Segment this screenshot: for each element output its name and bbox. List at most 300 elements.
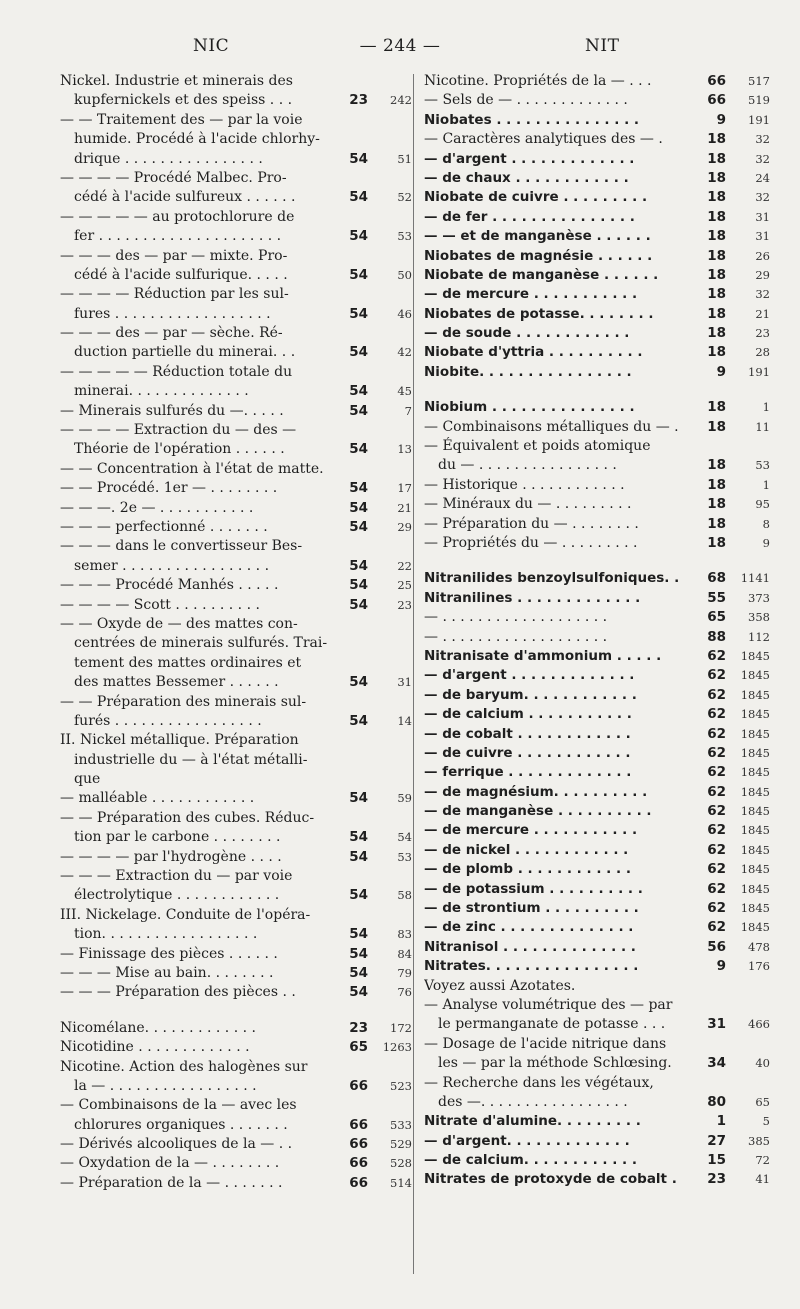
index-entry	[424, 515, 770, 534]
index-entry	[424, 324, 770, 343]
entry-text: — malléable . . . . . . . . . . . .	[60, 790, 255, 807]
volume-number: 18	[707, 457, 726, 474]
index-entry	[60, 945, 412, 964]
volume-number: 54	[349, 577, 368, 594]
index-entry	[60, 1135, 412, 1154]
index-entry	[60, 809, 412, 848]
page-reference: 41	[755, 1172, 770, 1187]
entry-text: cédé à l'acide sulfurique. . . . .	[74, 266, 288, 283]
page-reference: 31	[397, 675, 412, 690]
page-reference: 13	[397, 442, 412, 457]
index-entry	[424, 899, 770, 918]
volume-number: 54	[349, 344, 368, 361]
index-entry	[424, 72, 770, 91]
volume-number: 66	[349, 1174, 368, 1191]
entry-text: — ferrique . . . . . . . . . . . . .	[424, 764, 632, 781]
index-entry	[424, 150, 770, 169]
volume-number: 23	[349, 92, 368, 109]
entry-text: fer . . . . . . . . . . . . . . . . . . . . .	[74, 228, 282, 245]
index-entry	[60, 208, 412, 247]
volume-number: 18	[707, 266, 726, 283]
volume-number: 62	[707, 706, 726, 723]
entry-text: — Finissage des pièces . . . . . .	[60, 945, 278, 962]
entry-text: — de chaux . . . . . . . . . . . .	[424, 169, 629, 186]
volume-number: 54	[349, 596, 368, 613]
entry-text: fures . . . . . . . . . . . . . . . . . .	[74, 305, 271, 322]
entry-text: Nitrates de protoxyde de cobalt .	[424, 1171, 677, 1188]
entry-text: semer . . . . . . . . . . . . . . . . .	[74, 557, 270, 574]
volume-number: 54	[349, 499, 368, 516]
volume-number: 62	[707, 725, 726, 742]
index-entry	[60, 499, 412, 518]
entry-text: le permanganate de potasse . . .	[438, 1016, 666, 1033]
volume-number: 54	[349, 189, 368, 206]
entry-text: Niobium . . . . . . . . . . . . . . .	[424, 399, 635, 416]
index-entry	[60, 285, 412, 324]
page-reference: 53	[397, 849, 412, 864]
volume-number: 18	[707, 399, 726, 416]
page-reference: 1845	[740, 920, 770, 935]
header-left-guide-word: NIC	[193, 36, 230, 56]
page-reference: 95	[755, 497, 770, 512]
page-reference: 76	[397, 985, 412, 1000]
entry-text: II. Nickel métallique. Préparation	[60, 732, 299, 749]
page-reference: 1845	[740, 784, 770, 799]
entry-text: — — — — Réduction par les sul-	[60, 286, 289, 303]
index-entry	[424, 860, 770, 879]
page-reference: 1845	[740, 881, 770, 896]
volume-number: 54	[349, 228, 368, 245]
volume-number: 54	[349, 712, 368, 729]
entry-text: — . . . . . . . . . . . . . . . . . . .	[424, 609, 608, 626]
entry-text: — — — perfectionné . . . . . . .	[60, 518, 268, 535]
page-reference: 7	[404, 403, 412, 418]
index-entry	[60, 615, 412, 693]
entry-text: duction partielle du minerai. . .	[74, 344, 296, 361]
page-reference: 52	[397, 190, 412, 205]
index-entry	[424, 996, 770, 1035]
entry-text: — de calcium . . . . . . . . . . .	[424, 706, 632, 723]
index-entry	[424, 1170, 770, 1189]
page-reference: 9	[762, 535, 770, 550]
index-entry	[424, 589, 770, 608]
volume-number: 18	[707, 496, 726, 513]
page-reference: 1141	[740, 571, 770, 586]
index-entry	[424, 553, 770, 569]
index-entry	[60, 1038, 412, 1057]
volume-number: 18	[707, 534, 726, 551]
volume-number: 54	[349, 984, 368, 1001]
volume-number: 18	[707, 247, 726, 264]
entry-text: — Sels de — . . . . . . . . . . . . .	[424, 92, 628, 109]
index-entry	[424, 495, 770, 514]
page-reference: 25	[397, 578, 412, 593]
index-entry	[60, 1019, 412, 1038]
page-reference: 84	[397, 946, 412, 961]
volume-number: 18	[707, 150, 726, 167]
entry-text: — Combinaisons métalliques du — .	[424, 418, 679, 435]
index-entry	[424, 957, 770, 976]
volume-number: 54	[349, 964, 368, 981]
entry-text: — d'argent . . . . . . . . . . . . .	[424, 150, 635, 167]
entry-text: électrolytique . . . . . . . . . . . .	[74, 887, 280, 904]
volume-number: 62	[707, 647, 726, 664]
page-reference: 242	[390, 93, 412, 108]
page-reference: 529	[390, 1137, 412, 1152]
index-entry	[60, 983, 412, 1002]
entry-text: industrielle du — à l'état métalli-	[74, 751, 308, 768]
entry-text: — — — — Extraction du — des —	[60, 422, 297, 439]
index-entry	[424, 783, 770, 802]
page-reference: 31	[755, 229, 770, 244]
volume-number: 54	[349, 305, 368, 322]
volume-number: 54	[349, 790, 368, 807]
page-reference: 42	[397, 345, 412, 360]
index-entry	[424, 821, 770, 840]
volume-number: 18	[707, 131, 726, 148]
page-reference: 32	[755, 287, 770, 302]
entry-text: — — — dans le convertisseur Bes-	[60, 538, 303, 555]
page-reference: 1	[762, 477, 770, 492]
volume-number: 66	[349, 1155, 368, 1172]
entry-text: minerai. . . . . . . . . . . . . .	[74, 383, 249, 400]
index-entry	[424, 841, 770, 860]
index-entry	[424, 647, 770, 666]
page-reference: 32	[755, 190, 770, 205]
page-reference: 172	[390, 1020, 412, 1035]
entry-text: Nicomélane. . . . . . . . . . . . .	[60, 1019, 256, 1036]
index-entry	[60, 1096, 412, 1135]
entry-text: — de magnésium. . . . . . . . . .	[424, 783, 648, 800]
volume-number: 62	[707, 764, 726, 781]
entry-text: — Caractères analytiques des — .	[424, 131, 663, 148]
page-reference: 514	[390, 1175, 412, 1190]
volume-number: 54	[349, 150, 368, 167]
entry-text: — — Oxyde de — des mattes con-	[60, 615, 298, 632]
entry-text: tion par le carbone . . . . . . . .	[74, 829, 281, 846]
index-entry	[60, 1058, 412, 1097]
page-reference: 523	[390, 1078, 412, 1093]
page-reference: 83	[397, 927, 412, 942]
index-entry	[60, 169, 412, 208]
page-reference: 191	[748, 364, 770, 379]
column-divider	[413, 74, 414, 1274]
index-entry	[60, 537, 412, 576]
page-reference: 1845	[740, 765, 770, 780]
page-reference: 11	[755, 419, 770, 434]
page-reference: 1845	[740, 687, 770, 702]
index-entry	[60, 402, 412, 421]
volume-number: 9	[716, 111, 726, 128]
entry-text: Niobate de cuivre . . . . . . . . .	[424, 189, 648, 206]
volume-number: 66	[707, 73, 726, 89]
page-reference: 1845	[740, 707, 770, 722]
page-reference: 8	[762, 516, 770, 531]
entry-text: des mattes Bessemer . . . . . .	[74, 674, 279, 691]
entry-text: drique . . . . . . . . . . . . . . . .	[74, 150, 263, 167]
volume-number: 54	[349, 441, 368, 458]
entry-text: Voyez aussi Azotates.	[424, 977, 576, 994]
volume-number: 66	[349, 1077, 368, 1094]
entry-text: cédé à l'acide sulfureux . . . . . .	[74, 189, 296, 206]
entry-text: Nitrates. . . . . . . . . . . . . . . .	[424, 958, 639, 975]
entry-text: — d'argent. . . . . . . . . . . . .	[424, 1132, 630, 1149]
index-entry	[424, 686, 770, 705]
entry-text: centrées de minerais sulfurés. Trai-	[74, 635, 328, 652]
page-reference: 53	[755, 458, 770, 473]
index-entry	[424, 725, 770, 744]
index-entry	[60, 72, 412, 111]
entry-text: Nitranilides benzoylsulfoniques. .	[424, 570, 680, 587]
entry-text: — de zinc . . . . . . . . . . . . . .	[424, 919, 634, 936]
page-reference: 65	[755, 1094, 770, 1109]
page-reference: 17	[397, 481, 412, 496]
entry-text: — de soude . . . . . . . . . . . .	[424, 325, 630, 342]
index-entry	[424, 208, 770, 227]
entry-text: — de plomb . . . . . . . . . . . .	[424, 861, 631, 878]
entry-text: — de strontium . . . . . . . . . .	[424, 900, 639, 917]
index-entry	[60, 906, 412, 945]
page-reference: 1845	[740, 862, 770, 877]
volume-number: 18	[707, 169, 726, 186]
volume-number: 54	[349, 480, 368, 497]
entry-text: — — Concentration à l'état de matte.	[60, 460, 324, 477]
entry-text: — Combinaisons de la — avec les	[60, 1097, 297, 1114]
volume-number: 66	[349, 1116, 368, 1133]
entry-text: — Dosage de l'acide nitrique dans	[424, 1035, 667, 1052]
volume-number: 88	[707, 628, 726, 645]
index-entry	[60, 1174, 412, 1193]
entry-text: Nitranisol . . . . . . . . . . . . . .	[424, 938, 636, 955]
entry-text: Niobate de manganèse . . . . . .	[424, 266, 659, 283]
volume-number: 18	[707, 228, 726, 245]
volume-number: 62	[707, 919, 726, 936]
index-entry	[424, 1151, 770, 1170]
entry-text: — de cobalt . . . . . . . . . . . .	[424, 725, 631, 742]
index-entry	[60, 247, 412, 286]
page-reference: 1845	[740, 804, 770, 819]
page-reference: 1845	[740, 726, 770, 741]
entry-text: — Préparation du — . . . . . . . .	[424, 515, 639, 532]
entry-text: — Oxydation de la — . . . . . . . .	[60, 1155, 280, 1172]
volume-number: 56	[707, 938, 726, 955]
entry-text: — Dérivés alcooliques de la — . .	[60, 1136, 293, 1153]
entry-text: Nitrate d'alumine. . . . . . . . .	[424, 1113, 641, 1130]
entry-text: les — par la méthode Schlœsing.	[438, 1055, 672, 1072]
entry-text: Niobates de potasse. . . . . . . .	[424, 305, 654, 322]
entry-text: — de cuivre . . . . . . . . . . . .	[424, 744, 631, 761]
page-reference: 29	[755, 267, 770, 282]
entry-text: Nicotidine . . . . . . . . . . . . .	[60, 1039, 250, 1056]
page-reference: 32	[755, 132, 770, 147]
volume-number: 55	[707, 589, 726, 606]
entry-text: — Propriétés du — . . . . . . . . .	[424, 534, 638, 551]
volume-number: 54	[349, 518, 368, 535]
page-reference: 54	[397, 830, 412, 845]
volume-number: 31	[707, 1016, 726, 1033]
page-reference: 29	[397, 519, 412, 534]
page-reference: 53	[397, 229, 412, 244]
volume-number: 54	[349, 848, 368, 865]
index-entry	[60, 324, 412, 363]
page-reference: 176	[748, 959, 770, 974]
index-entry	[424, 1132, 770, 1151]
index-entry	[60, 518, 412, 537]
entry-text: — de manganèse . . . . . . . . . .	[424, 803, 652, 820]
page-reference: 358	[748, 610, 770, 625]
index-entry	[424, 534, 770, 553]
index-entry	[424, 744, 770, 763]
volume-number: 9	[716, 363, 726, 380]
volume-number: 18	[707, 189, 726, 206]
page-reference: 24	[755, 170, 770, 185]
entry-text: — — — Préparation des pièces . .	[60, 984, 296, 1001]
index-entry	[60, 1003, 412, 1019]
index-entry	[424, 476, 770, 495]
entry-text: — de mercure . . . . . . . . . . .	[424, 286, 638, 303]
volume-number: 18	[707, 476, 726, 493]
entry-text: — Préparation de la — . . . . . . .	[60, 1174, 283, 1191]
entry-text: kupfernickels et des speiss . . .	[74, 92, 293, 109]
entry-text: — — — — Scott . . . . . . . . . .	[60, 596, 260, 613]
page-reference: 59	[397, 791, 412, 806]
index-entry	[424, 569, 770, 588]
entry-text: — — Traitement des — par la voie	[60, 111, 303, 128]
entry-text: tement des mattes ordinaires et	[74, 654, 302, 671]
page-reference: 519	[748, 93, 770, 108]
entry-text: chlorures organiques . . . . . . .	[74, 1116, 288, 1133]
entry-text: — — — — — au protochlorure de	[60, 208, 295, 225]
index-entry	[424, 802, 770, 821]
page-reference: 50	[397, 267, 412, 282]
volume-number: 62	[707, 880, 726, 897]
volume-number: 54	[349, 383, 368, 400]
entry-text: — de calcium. . . . . . . . . . . .	[424, 1152, 638, 1169]
entry-text: Nickel. Industrie et minerais des	[60, 73, 293, 89]
volume-number: 34	[707, 1055, 726, 1072]
index-entry	[424, 628, 770, 647]
page-reference: 23	[755, 326, 770, 341]
index-column-left	[60, 72, 412, 1193]
index-entry	[424, 977, 770, 996]
entry-text: Nitranilines . . . . . . . . . . . . .	[424, 589, 641, 606]
entry-text: Théorie de l'opération . . . . . .	[74, 441, 285, 458]
entry-text: — — — Extraction du — par voie	[60, 868, 293, 885]
volume-number: 54	[349, 887, 368, 904]
page-reference: 51	[397, 151, 412, 166]
volume-number: 54	[349, 829, 368, 846]
volume-number: 1	[716, 1113, 726, 1130]
index-entry	[60, 693, 412, 732]
volume-number: 18	[707, 515, 726, 532]
volume-number: 62	[707, 861, 726, 878]
index-entry	[424, 169, 770, 188]
page-number: — 244 —	[359, 36, 441, 56]
entry-text: — — — — — Réduction totale du	[60, 363, 293, 380]
index-entry	[60, 964, 412, 983]
index-entry	[424, 382, 770, 398]
volume-number: 54	[349, 945, 368, 962]
entry-text: — . . . . . . . . . . . . . . . . . . .	[424, 628, 608, 645]
index-entry	[424, 1035, 770, 1074]
volume-number: 68	[707, 570, 726, 587]
volume-number: 65	[349, 1039, 368, 1056]
volume-number: 23	[707, 1171, 726, 1188]
volume-number: 66	[349, 1136, 368, 1153]
volume-number: 15	[707, 1152, 726, 1169]
page-reference: 517	[748, 74, 770, 88]
entry-text: III. Nickelage. Conduite de l'opéra-	[60, 906, 311, 923]
volume-number: 18	[707, 325, 726, 342]
index-entry	[424, 305, 770, 324]
volume-number: 18	[707, 286, 726, 303]
index-entry	[60, 731, 412, 789]
page-reference: 112	[748, 629, 770, 644]
index-entry	[424, 266, 770, 285]
index-entry	[60, 789, 412, 808]
index-entry	[60, 596, 412, 615]
index-entry	[60, 421, 412, 460]
volume-number: 18	[707, 208, 726, 225]
index-entry	[60, 479, 412, 498]
entry-text: — Équivalent et poids atomique	[424, 438, 651, 455]
volume-number: 54	[349, 402, 368, 419]
page-reference: 1263	[382, 1040, 412, 1055]
index-entry	[60, 867, 412, 906]
entry-text: — — et de manganèse . . . . . .	[424, 228, 651, 245]
entry-text: — Historique . . . . . . . . . . . .	[424, 476, 625, 493]
page-reference: 1845	[740, 823, 770, 838]
entry-text: des —. . . . . . . . . . . . . . . . .	[438, 1093, 628, 1110]
volume-number: 9	[716, 958, 726, 975]
entry-text: la — . . . . . . . . . . . . . . . . .	[74, 1077, 257, 1094]
volume-number: 65	[707, 609, 726, 626]
index-entry	[424, 343, 770, 362]
volume-number: 18	[707, 344, 726, 361]
index-entry	[424, 437, 770, 476]
index-entry	[424, 1074, 770, 1113]
page-reference: 466	[748, 1017, 770, 1032]
entry-text: Niobite. . . . . . . . . . . . . . . .	[424, 363, 632, 380]
page-reference: 72	[755, 1153, 770, 1168]
volume-number: 80	[707, 1093, 726, 1110]
page-reference: 26	[755, 248, 770, 263]
page-reference: 79	[397, 965, 412, 980]
index-entry	[424, 938, 770, 957]
entry-text: que	[74, 771, 101, 788]
volume-number: 62	[707, 744, 726, 761]
index-column-right	[424, 72, 770, 1190]
entry-text: Niobates de magnésie . . . . . .	[424, 247, 653, 264]
entry-text: — — — — par l'hydrogène . . . .	[60, 848, 282, 865]
index-entry	[424, 188, 770, 207]
entry-text: Nitranisate d'ammonium . . . . .	[424, 647, 662, 664]
volume-number: 18	[707, 418, 726, 435]
page-reference: 478	[748, 939, 770, 954]
volume-number: 62	[707, 667, 726, 684]
entry-text: tion. . . . . . . . . . . . . . . . . .	[74, 926, 258, 943]
page-reference: 1845	[740, 648, 770, 663]
index-entry	[424, 1112, 770, 1131]
header-right-guide-word: NIT	[585, 36, 620, 56]
page-reference: 1845	[740, 901, 770, 916]
index-entry	[60, 576, 412, 595]
entry-text: du — . . . . . . . . . . . . . . . .	[438, 457, 617, 474]
index-entry	[424, 705, 770, 724]
index-entry	[60, 848, 412, 867]
entry-text: — — Préparation des minerais sul-	[60, 693, 307, 710]
index-entry	[424, 918, 770, 937]
